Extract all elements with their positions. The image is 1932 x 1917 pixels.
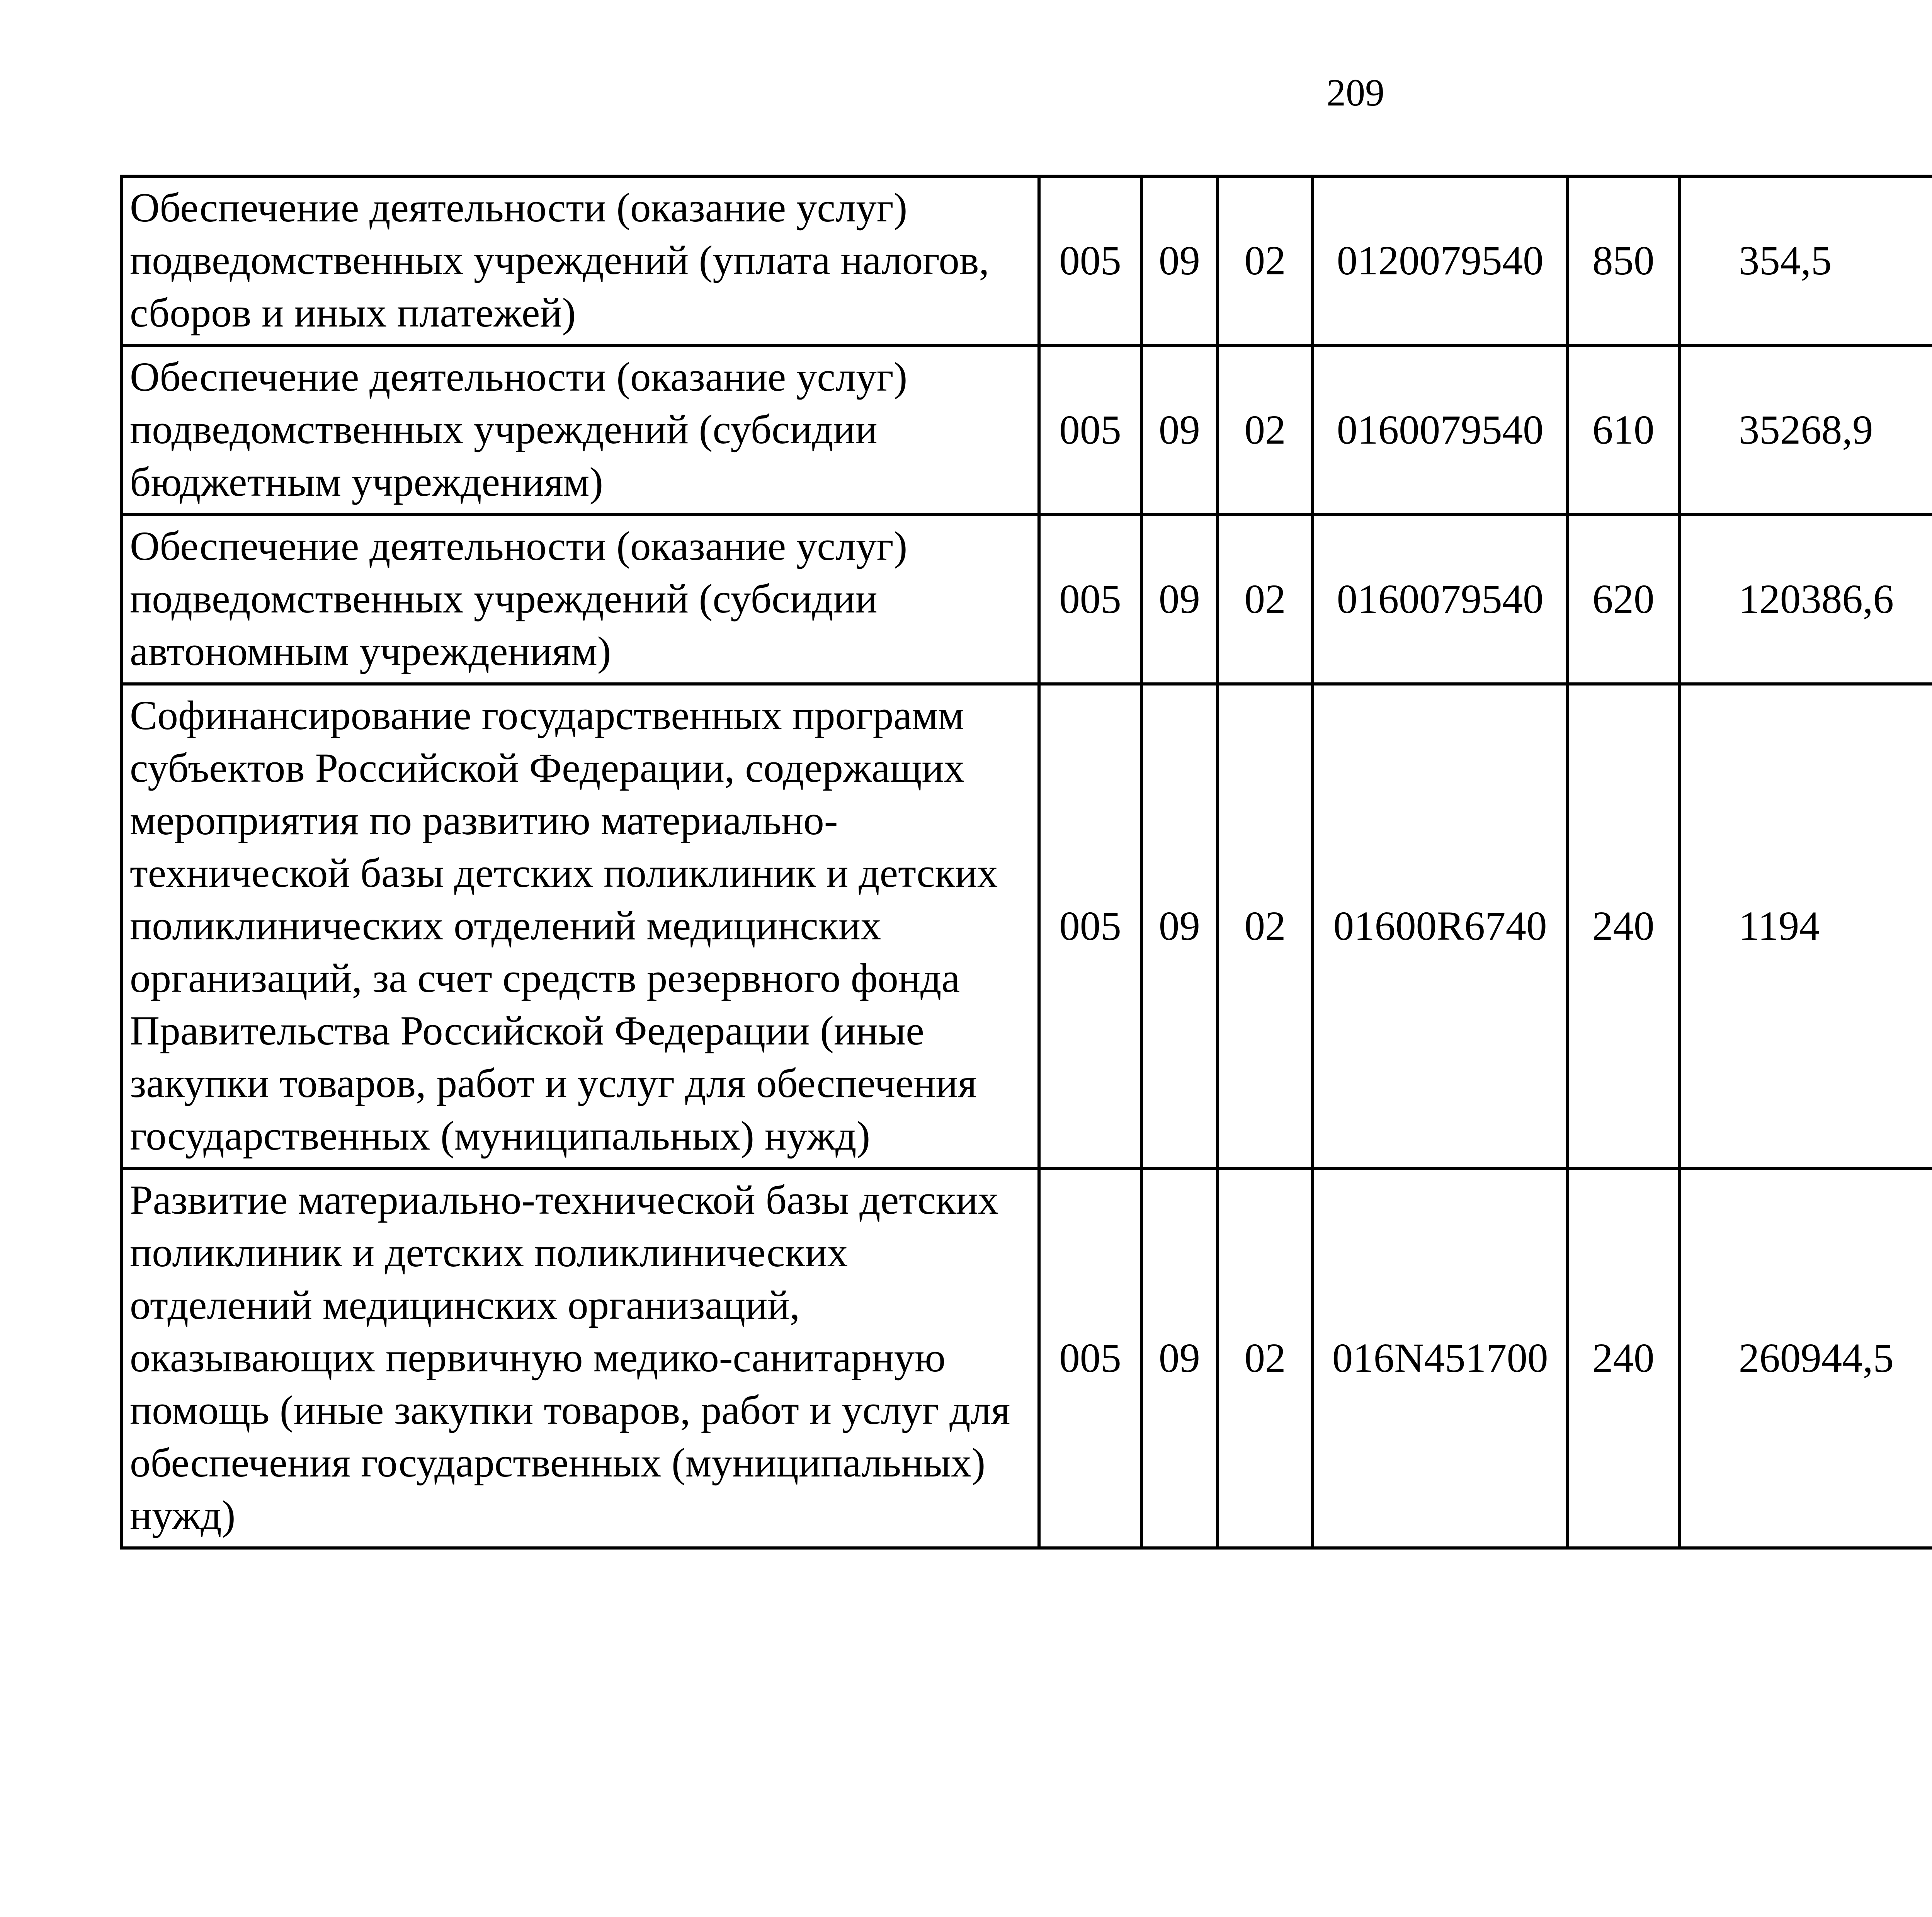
description-line: подведомственных учреждений (субсидии <box>130 576 878 622</box>
description-line: Правительства Российской Федерации (иные <box>130 1008 924 1054</box>
table-row <box>121 684 1932 1169</box>
target-article-cell: 016N451700 <box>1313 1169 1567 1548</box>
target-article-cell: 0120079540 <box>1313 176 1567 345</box>
expense-type-cell: 240 <box>1568 684 1679 1169</box>
description-line: Развитие материально-технической базы детских <box>130 1177 999 1223</box>
description-line: подведомственных учреждений (субсидии <box>130 407 878 452</box>
table-row <box>121 176 1932 345</box>
description-line: организаций, за счет средств резервного фонда <box>130 956 960 1001</box>
budget-table <box>120 175 1932 1550</box>
description-line: технической базы детских поликлиник и детских <box>130 850 998 896</box>
ministry-code-cell: 005 <box>1039 1169 1141 1548</box>
target-article-cell: 01600R6740 <box>1313 684 1567 1169</box>
subsection-code-cell: 02 <box>1218 1169 1313 1548</box>
table-body <box>121 176 1932 1548</box>
description-line: помощь (иные закупки товаров, работ и услуг для <box>130 1388 1010 1433</box>
subsection-code-cell: 02 <box>1218 345 1313 515</box>
description-line: государственных (муниципальных) нужд) <box>130 1113 871 1159</box>
section-code-cell: 09 <box>1141 176 1218 345</box>
description-line: Обеспечение деятельности (оказание услуг) <box>130 524 908 569</box>
target-article-cell: 0160079540 <box>1313 515 1567 684</box>
ministry-code-cell: 005 <box>1039 176 1141 345</box>
description-line: мероприятия по развитию материально- <box>130 798 838 844</box>
description-line: сборов и иных платежей) <box>130 290 576 336</box>
description-line: Обеспечение деятельности (оказание услуг) <box>130 185 908 231</box>
target-article-cell: 0160079540 <box>1313 345 1567 515</box>
description-line: автономным учреждениям) <box>130 629 611 674</box>
expense-type-cell: 240 <box>1568 1169 1679 1548</box>
expense-type-cell: 620 <box>1568 515 1679 684</box>
description-line: субъектов Российской Федерации, содержащих <box>130 745 965 791</box>
description-line: отделений медицинских организаций, <box>130 1283 800 1328</box>
ministry-code-cell: 005 <box>1039 345 1141 515</box>
description-line: поликлинических отделений медицинских <box>130 903 881 949</box>
subsection-code-cell: 02 <box>1218 684 1313 1169</box>
table-row <box>121 1169 1932 1548</box>
description-line: обеспечения государственных (муниципальных) <box>130 1440 986 1486</box>
page-number: 209 <box>1327 71 1384 114</box>
table-row <box>121 345 1932 515</box>
ministry-code-cell: 005 <box>1039 515 1141 684</box>
description-line: Софинансирование государственных программ <box>130 693 964 738</box>
section-code-cell: 09 <box>1141 684 1218 1169</box>
ministry-code-cell: 005 <box>1039 684 1141 1169</box>
subsection-code-cell: 02 <box>1218 176 1313 345</box>
amount-year1-cell: 1194 <box>1679 684 1932 1169</box>
description-line: оказывающих первичную медико-санитарную <box>130 1335 946 1381</box>
description-line: подведомственных учреждений (уплата налогов, <box>130 238 990 283</box>
description-line: поликлиник и детских поликлинических <box>130 1230 848 1276</box>
table-row <box>121 515 1932 684</box>
expense-description <box>121 176 1039 345</box>
expense-type-cell: 610 <box>1568 345 1679 515</box>
description-line: бюджетным учреждениям) <box>130 459 604 505</box>
description-line: закупки товаров, работ и услуг для обеспечения <box>130 1061 977 1106</box>
expense-description <box>121 345 1039 515</box>
expense-description <box>121 1169 1039 1548</box>
expense-type-cell: 850 <box>1568 176 1679 345</box>
description-line: Обеспечение деятельности (оказание услуг) <box>130 354 908 400</box>
expense-description <box>121 684 1039 1169</box>
section-code-cell: 09 <box>1141 1169 1218 1548</box>
section-code-cell: 09 <box>1141 515 1218 684</box>
amount-year1-cell: 35268,9 <box>1679 345 1932 515</box>
section-code-cell: 09 <box>1141 345 1218 515</box>
expense-description <box>121 515 1039 684</box>
subsection-code-cell: 02 <box>1218 515 1313 684</box>
amount-year1-cell: 354,5 <box>1679 176 1932 345</box>
amount-year1-cell: 260944,5 <box>1679 1169 1932 1548</box>
amount-year1-cell: 120386,6 <box>1679 515 1932 684</box>
description-line: нужд) <box>130 1493 236 1538</box>
